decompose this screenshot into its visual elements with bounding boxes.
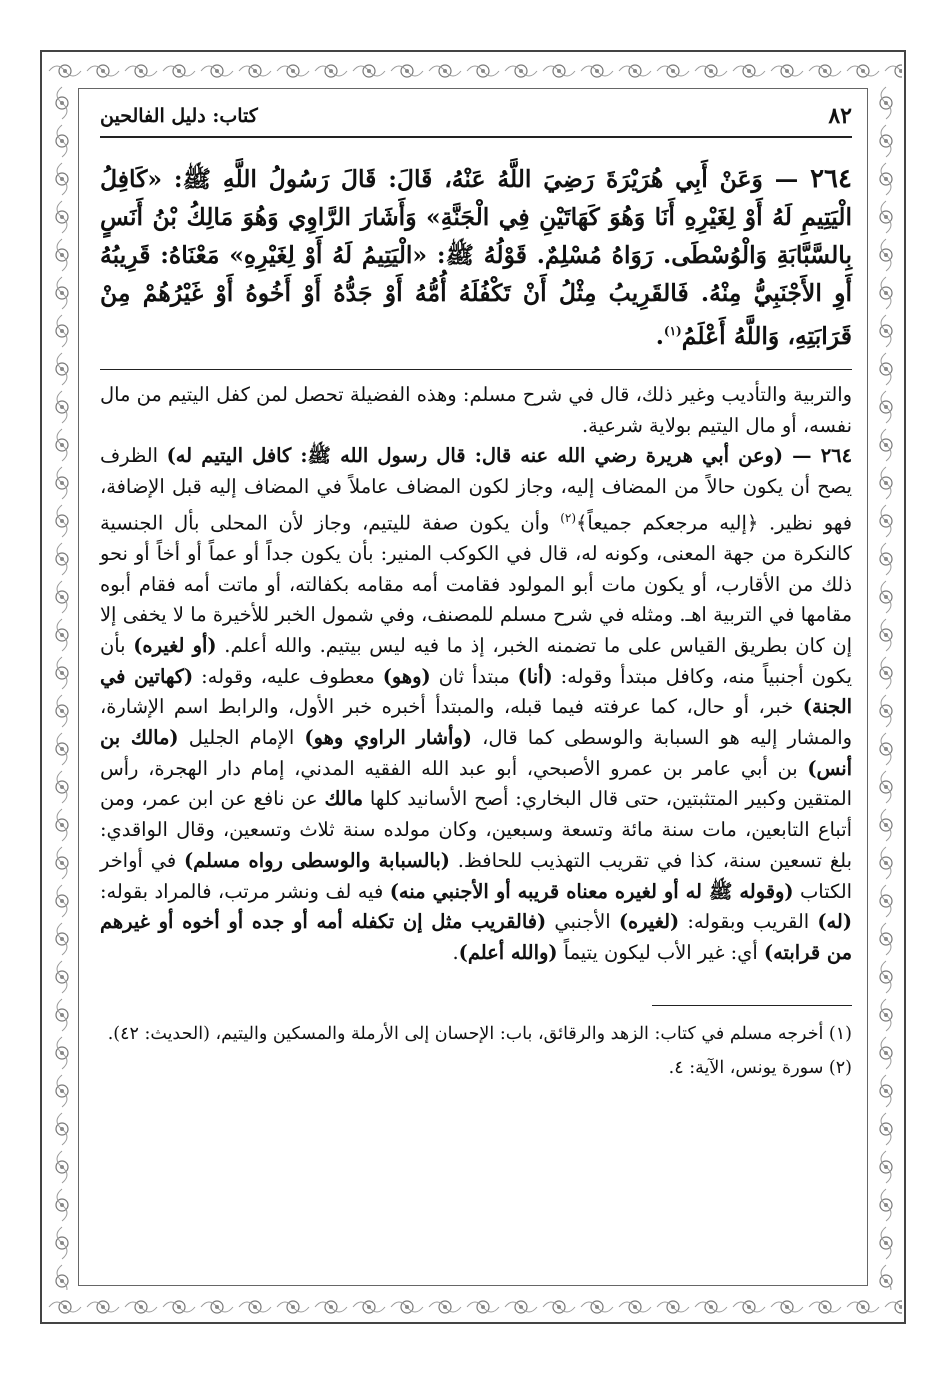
commentary-paragraph-2 — [100, 441, 852, 968]
text-segment: الإمام الجليل — [178, 726, 305, 750]
bold-segment: (أو لغيره) — [133, 633, 217, 657]
text-segment: . — [452, 940, 459, 964]
bold-segment: (لغيره) — [618, 910, 680, 934]
text-segment: معطوف عليه، وقوله: — [193, 664, 383, 688]
text-segment: بن أبي عامر بن عمرو الأصبحي، أبو عبد الله الفقيه المدني، إمام دار الهجرة، رأس المتقين وكبير المتثبتين، حتى قال البخاري: أصح الأسانيد كلها — [100, 756, 852, 811]
commentary — [100, 380, 852, 969]
bold-segment: (وهو) — [382, 664, 431, 688]
footnote-2: (٢) سورة يونس، الآية: ٤. — [668, 1057, 852, 1078]
commentary-lead: ٢٦٤ — (وعن أبي هريرة رضي الله عنه قال: قال رسول الله ﷺ: كافل اليتيم له) — [166, 444, 852, 468]
footnote-ref-1: (١) — [663, 324, 682, 338]
text-segment: خبر، أو حال، كما عرفته فيما قبله، والمبتدأ أخبره خبر الأول، والرابط اسم الإشارة، والمشار إليه هو السبابة والوسطى كما قال، — [100, 695, 852, 750]
bold-segment: (والله أعلم) — [458, 940, 558, 964]
text-segment: في أواخر الكتاب — [100, 848, 852, 903]
text-segment: بأن يكون أجنبياً منه، وكافل مبتدأ وقوله: — [100, 633, 852, 688]
bold-segment: مالك — [324, 787, 363, 811]
hadith-text — [100, 160, 852, 355]
bold-segment: (له) — [817, 910, 852, 934]
commentary-paragraph-1: والتربية والتأديب وغير ذلك، قال في شرح مسلم: وهذه الفضيلة تحصل لمن كفل اليتيم من مال نفسه، أو مال اليتيم بولاية شرعية. — [100, 382, 852, 437]
text-segment: القريب وبقوله: — [679, 910, 818, 934]
text-segment: وأن يكون صفة لليتيم، وجاز لأن المحلى بأل الجنسية كالنكرة من جهة المعنى، وكونه له، قال في الكوكب المنير: بأن يكون جداً أو عماً أو أخاً أو نحو ذلك من الأقارب، أو يكون مات أبو المولود فقامت أمه مقامه بكفالته، أو ماتت أمه فقام أبوه مقامها في التربية اهـ. ومثله في شرح مسلم للمصنف، وفي شمول الخبر للأخيرة ما لا يخفى إلا إن كان بطريق القياس على ما تضمنه الخبر، إذ ما فيه ليس بيتيم. والله أعلم. — [100, 511, 852, 657]
hadith-number: ٢٦٤ — [810, 164, 852, 194]
page-number: ٨٢ — [828, 103, 852, 129]
footnote-rule — [652, 1005, 852, 1006]
text-segment: أي: غير الأب ليكون يتيماً — [557, 940, 764, 964]
page-content — [100, 96, 852, 1276]
bold-segment: (وقوله ﷺ له أو لغيره معناه قريبه أو الأجنبي منه) — [389, 879, 794, 903]
hadith-end: . — [655, 321, 664, 350]
hadith-body: — وَعَنْ أَبِي هُرَيْرَةَ رَضِيَ اللَّهُ عَنْهُ، قَالَ: قَالَ رَسُولُ اللَّهِ ﷺ: «كَافِلُ الْيَتِيمِ لَهُ أَوْ لِغَيْرِهِ أَنَا وَهُوَ كَهَاتَيْنِ فِي الْجَنَّةِ» وَأَشَارَ الرَّاوِي وَهُوَ مَالِكُ بْنُ أَنَسٍ بِالسَّبَّابَةِ وَالْوُسْطَى. رَوَاهُ مُسْلِمٌ. قَوْلُهُ ﷺ: «الْيَتِيمُ لَهُ أَوْ لِغَيْرِهِ» مَعْنَاهُ: قَرِيبُهُ أَوِ الأَجْنَبِيُّ مِنْهُ. فَالقَرِيبُ مِثْلُ أَنْ تَكْفُلَهُ أُمُّهُ أَوْ جَدُّهُ أَوْ أَخُوهُ أَوْ غَيْرُهُمْ مِنْ قَرَابَتِهِ، وَاللَّهُ أَعْلَمُ — [100, 165, 852, 350]
text-segment: عن نافع عن ابن عمر، ومن أتباع التابعين، مات سنة مائة وتسعة وسبعين، وكان مولده سنة ثلاث وتسعين، وقال الواقدي: بلغ تسعين سنة، كذا في تقريب التهذيب للحافظ. — [100, 787, 852, 872]
text-segment: مبتدأ ثان — [430, 664, 518, 688]
bold-segment: (وأشار الراوي وهو) — [304, 726, 472, 750]
footnote-1: (١) أخرجه مسلم في كتاب: الزهد والرقائق، باب: الإحسان إلى الأرملة والمسكين واليتيم، (الحديث: ٤٢). — [107, 1023, 852, 1044]
section-divider — [100, 369, 852, 370]
footnotes — [100, 1020, 852, 1082]
bold-segment: (كهاتين في الجنة) — [100, 664, 852, 719]
bold-segment: (مالك بن أنس) — [100, 726, 852, 780]
text-segment: الظرف يصح أن يكون حالاً من المضاف إليه، وجاز لكون المضاف عاملاً في المضاف إليه قبل الإضافة، فهو نظير. ﴿إليه مرجعكم جميعاً﴾ — [100, 444, 853, 535]
footnote-ref-2: (٢) — [560, 510, 577, 525]
bold-segment: (فالقريب مثل إن تكفله أمه أو جده أو أخوه أو غيرهم من قرابته) — [100, 910, 852, 964]
bold-segment: (أنا) — [517, 664, 553, 688]
bold-segment: (بالسبابة والوسطى رواه مسلم) — [183, 848, 450, 872]
book-title: كتاب: دليل الفالحين — [100, 105, 258, 127]
text-segment: فيه لف ونشر مرتب، فالمراد بقوله: — [100, 879, 390, 903]
text-segment: الأجنبي — [546, 910, 619, 934]
running-header — [100, 96, 852, 138]
